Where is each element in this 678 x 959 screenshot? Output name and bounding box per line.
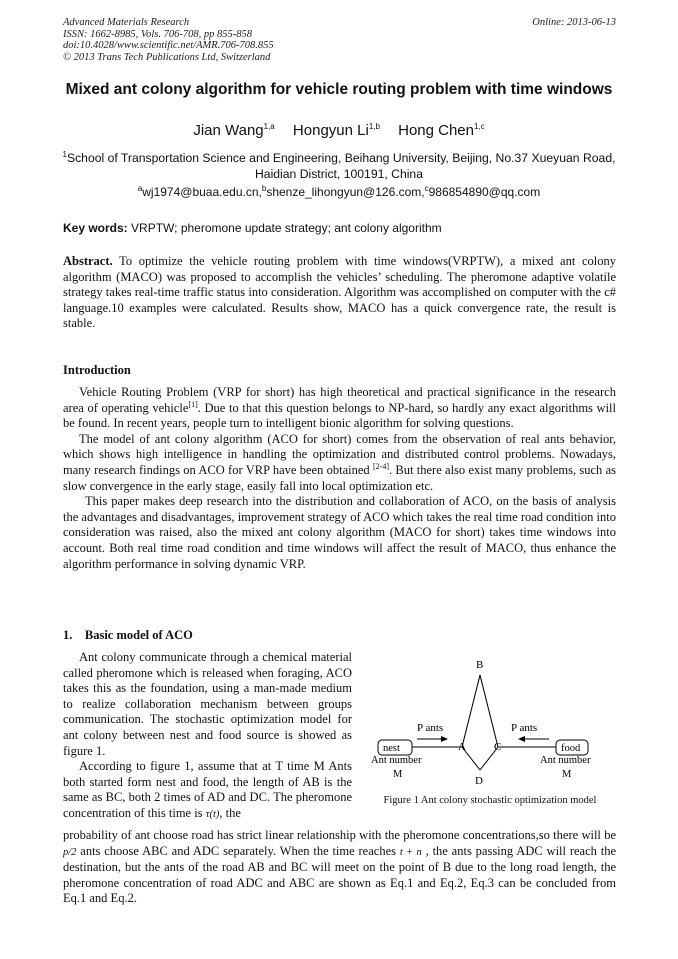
section-1-heading: 1. Basic model of ACO: [63, 628, 193, 642]
ant-number-right: Ant number: [540, 755, 591, 766]
section1-paragraph-2: [63, 759, 352, 822]
citation-ref: [2-4]: [372, 461, 389, 471]
edge-AB: [462, 675, 480, 747]
email-list: $^a$wj1974@buaa.edu.cn,$^b$shenze_lihongyun@126.com,$^c$986854890@qq.com: [137, 184, 541, 199]
intro-p2-text: The model of ant colony algorithm (ACO for short) comes from the observation of real ants behavior, which shows high intelligence in handling the optimization and distributed control problems. Nowadays, many research findings on ACO for VRP have been obtained: [63, 431, 616, 477]
section1-paragraph-1: Ant colony communicate through a chemical material called pheromone which is released when foraging, ACO takes this as the foundation, using a man-made medium to realize collaboration mechanism between groups communication. The stochastic optimization model for ant colony between nest and food source is showed as figure 1.: [63, 650, 352, 758]
email-sup: b: [261, 184, 267, 193]
p-ants-left-label: P ants: [417, 722, 444, 734]
affiliation-text: School of Transportation Science and Engineering, Beihang University, Beijing, No.37 Xueyuan Road, Haidian District, 100191, China: [66, 151, 616, 181]
author-name: Hongyun Li: [292, 122, 369, 139]
abstract-label: Abstract.: [63, 254, 113, 268]
citation-ref: [1]: [188, 399, 198, 409]
section1-p3-text-end: , the ants passing ADC will reach the destination, but the ants of the road AB and BC will meet on the point of B due to the long road length, the pheromone concentration of road ADC and ABC are shown as Eq.1 and Eq.2, Eq.3 can be concluded from Eq.1 and Eq.2.: [63, 843, 616, 906]
figure-1-diagram: [362, 650, 618, 810]
arrow-right-head: [441, 736, 448, 742]
section-1-full-text: [63, 828, 616, 907]
author-name: Hong Chen: [398, 122, 474, 139]
m-left: M: [393, 769, 403, 780]
node-B-label: B: [476, 659, 484, 671]
p-ants-right-label: P ants: [511, 722, 538, 734]
keywords-label: Key words:: [63, 221, 128, 235]
arrow-left-head: [518, 736, 525, 742]
tau-symbol: τ(t): [205, 808, 220, 820]
t-plus-n-symbol: t + n: [399, 846, 422, 858]
node-C-label: C: [494, 741, 502, 753]
keywords-text: VRPTW; pheromone update strategy; ant colony algorithm: [131, 221, 442, 235]
author-sup: 1,c: [474, 122, 485, 131]
email-sup: c: [424, 184, 429, 193]
introduction-body: [63, 385, 616, 572]
journal-name: Advanced Materials Research: [63, 17, 190, 28]
section1-p2-text: According to figure 1, assume that at T time M Ants both started form nest and food, the length of AB is the same as BC, both 2 times of AD and DC. The pheromone concentration of this time is: [63, 759, 352, 820]
section1-p3-text: probability of ant choose road has strict linear relationship with the pheromone concentrations,so there will be: [63, 828, 616, 842]
email-address: shenze_lihongyun@126.com: [266, 185, 422, 199]
author-sup: 1,a: [263, 122, 275, 131]
abstract-text: To optimize the vehicle routing problem with time windows(VRPTW), a mixed ant colony algorithm (MACO) was proposed to accomplish the vehicles’ scheduling. The pheromone adaptive volatile strategy takes real-time traffic status into consideration. Algorithm was accomplished on computer with the c# language.10 examples were calculated. Results show, MACO has a quick convergence rate, the result is stable.: [63, 254, 617, 331]
section-1-column-text: [63, 650, 352, 823]
doi-line: doi:10.4028/www.scientific.net/AMR.706-708.855: [63, 40, 274, 51]
affiliation: [60, 150, 618, 182]
email-sup: a: [137, 184, 143, 193]
p-half-symbol: p/2: [63, 846, 77, 858]
paper-title: Mixed ant colony algorithm for vehicle routing problem with time windows: [65, 81, 613, 98]
online-date: Online: 2013-06-13: [532, 17, 616, 28]
intro-paragraph-3: This paper makes deep research into the distribution and collaboration of ACO, on the basis of analysis the advantages and disadvantages, improvement strategy of ACO which takes the real time road condition into consideration was raised, also the mixed ant colony algorithm (MACO for short) takes time windows into account. Both real time road condition and time windows will affect the result of MACO, thus enhance the algorithm performance in solving dynamic VRP.: [63, 494, 616, 571]
figure-1-caption: Figure 1 Ant colony stochastic optimization model: [383, 795, 597, 806]
issn-line: ISSN: 1662-8985, Vols. 706-708, pp 855-858: [63, 28, 252, 40]
m-right: M: [562, 769, 572, 780]
keywords: [63, 221, 618, 235]
nest-label: nest: [383, 743, 400, 754]
author-list: [60, 122, 618, 140]
food-label: food: [561, 743, 581, 754]
intro-p1-text: Vehicle Routing Problem (VRP for short) has high theoretical and practical significance in the research area of operating vehicle: [63, 385, 616, 415]
intro-p2-text-cont: . But there also exist many problems, such as slow convergence in the early stage, easily fall into local optimization etc.: [63, 462, 617, 493]
email-address: wj1974@buaa.edu.cn: [142, 185, 259, 199]
introduction-heading: Introduction: [63, 363, 131, 377]
intro-paragraph-1: [63, 385, 616, 432]
section1-p3-text-cont: ants choose ABC and ADC separately. When the time reaches: [80, 843, 396, 858]
author-name: Jian Wang: [193, 122, 264, 139]
node-D-label: D: [475, 775, 483, 787]
ant-number-left: Ant number: [371, 755, 422, 766]
affiliation-sup: 1: [62, 149, 67, 159]
edge-BC: [480, 675, 498, 747]
journal-header: [63, 17, 274, 63]
intro-paragraph-2: [63, 432, 616, 494]
email-address: 986854890@qq.com: [428, 185, 541, 199]
node-A-label: A: [458, 741, 466, 753]
section1-p2-text-cont: , the: [219, 805, 241, 820]
author-sup: 1,b: [368, 122, 380, 131]
copyright-line: © 2013 Trans Tech Publications Ltd, Switzerland: [63, 51, 271, 63]
abstract: [63, 254, 616, 332]
intro-p1-text-cont: . Due to that this question belongs to NP-hard, so hardly any exact algorithms will be found. In recent years, people turn to intelligent bionic algorithm for solving questions.: [63, 400, 616, 431]
